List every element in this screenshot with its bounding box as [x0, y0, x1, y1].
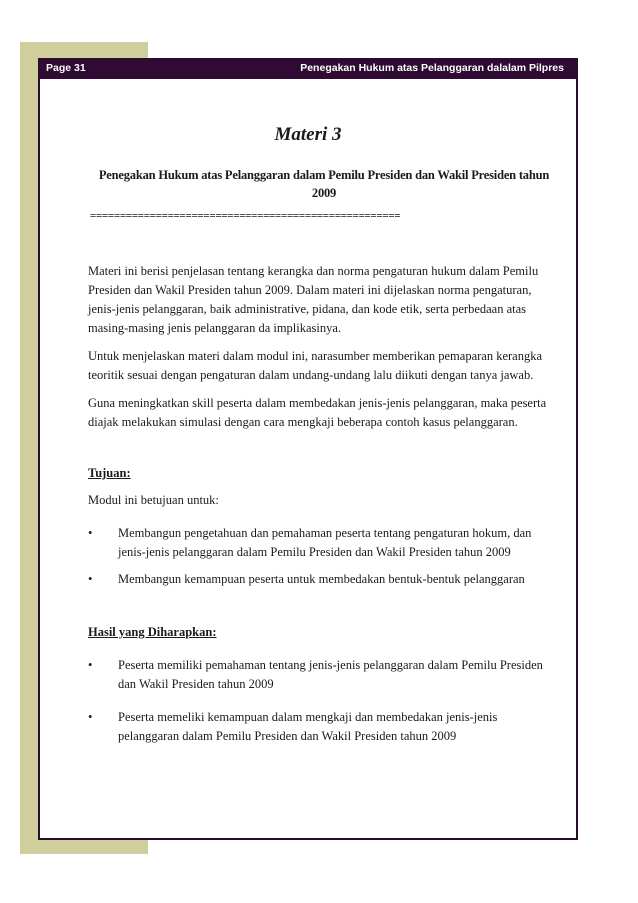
bullet-icon: •: [88, 658, 93, 672]
page-header: [38, 58, 578, 79]
paragraph-3: Guna meningkatkan skill peserta dalam membedakan jenis-jenis pelanggaran, maka peserta diajak melakukan simulasi dengan cara mengkaji beberapa contoh kasus pelanggaran.: [88, 396, 547, 429]
bullet-icon: •: [88, 710, 93, 724]
equals-divider: ====================================================: [90, 210, 401, 222]
materi-subtitle: Penegakan Hukum atas Pelanggaran dalam Pemilu Presiden dan Wakil Presiden tahun 2009: [98, 168, 550, 200]
page-number: Page 31: [46, 62, 86, 74]
tujuan-heading: Tujuan:: [88, 466, 131, 480]
body-text: [88, 262, 556, 754]
hasil-heading: Hasil yang Diharapkan:: [88, 625, 217, 639]
list-item-text: Peserta memiliki pemahaman tentang jenis-jenis pelanggaran dalam Pemilu Presiden dan Wakil Presiden tahun 2009: [118, 658, 543, 691]
bullet-icon: •: [88, 572, 93, 586]
list-item: [88, 708, 556, 746]
list-item-text: Membangun pengetahuan dan pemahaman peserta tentang pengaturan hokum, dan jenis-jenis pelanggaran dalam Pemilu Presiden dan Wakil Presiden tahun 2009: [118, 526, 532, 559]
tujuan-intro: Modul ini betujuan untuk:: [88, 493, 219, 507]
list-item: [88, 524, 556, 562]
list-item: [88, 656, 556, 694]
list-item: [88, 570, 556, 589]
bullet-icon: •: [88, 526, 93, 540]
paragraph-1: Materi ini berisi penjelasan tentang kerangka dan norma pengaturan hukum dalam Pemilu Presiden dan Wakil Presiden tahun 2009. Dalam materi ini dijelaskan norma pengaturan, jenis-jenis pelanggaran, baik administrative, pidana, dan kode etik, serta perbedaan atas masing-masing jenis pelanggaran da implikasinya.: [88, 264, 539, 335]
tujuan-list: [88, 524, 556, 589]
paragraph-2: Untuk menjelaskan materi dalam modul ini, narasumber memberikan pemaparan kerangka teoritik sesuai dengan pengaturan dalam undang-undang lalu diikuti dengan tanya jawab.: [88, 349, 543, 382]
materi-title: Materi 3: [274, 124, 342, 145]
hasil-list: [88, 656, 556, 746]
list-item-text: Peserta memeliki kemampuan dalam mengkaji dan membedakan jenis-jenis pelanggaran dalam Pemilu Presiden dan Wakil Presiden tahun 2009: [118, 710, 498, 743]
running-title: Penegakan Hukum atas Pelanggaran dalalam Pilpres: [300, 62, 564, 74]
list-item-text: Membangun kemampuan peserta untuk membedakan bentuk-bentuk pelanggaran: [118, 572, 525, 586]
